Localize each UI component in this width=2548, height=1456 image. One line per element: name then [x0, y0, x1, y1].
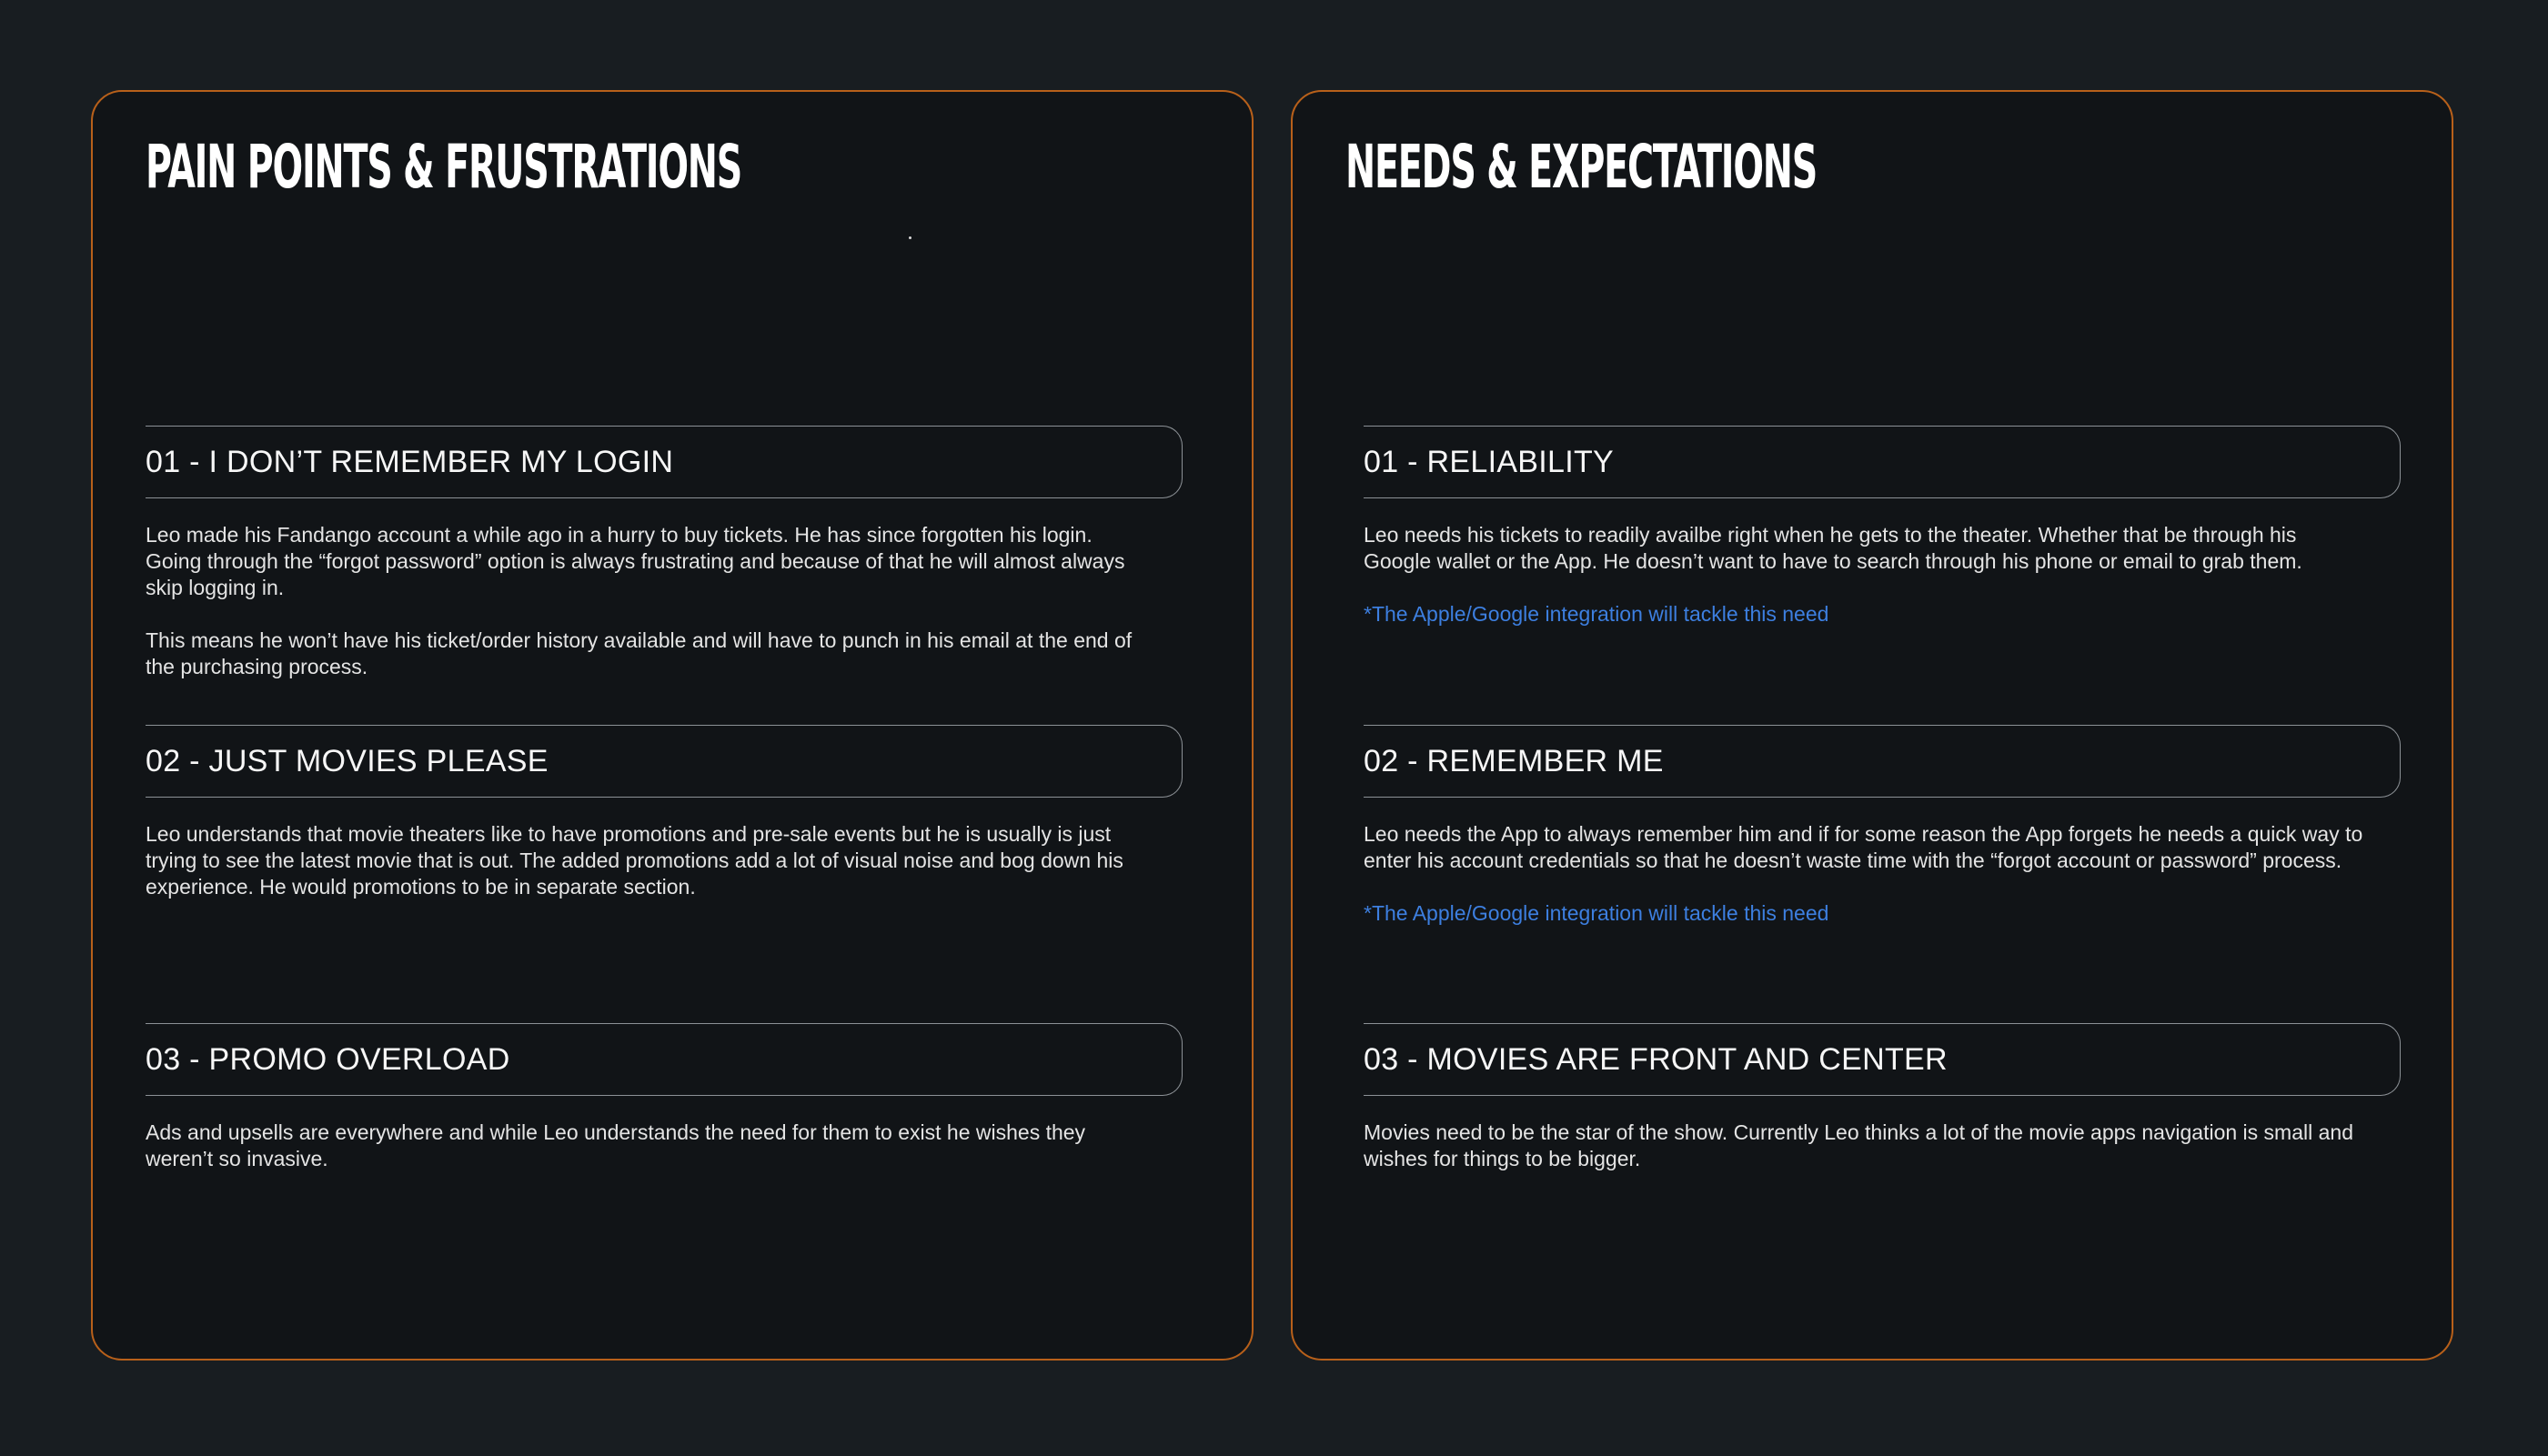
need-3 — [1364, 1023, 2401, 1172]
paragraph: Leo understands that movie theaters like to have promotions and pre-sale events but he is usually is just trying to see the latest movie that is out. The added promotions add a lot of visual noise and bog down his experience. He would promotions to be in separate section. — [146, 822, 1123, 899]
section-header — [146, 725, 1183, 798]
needs-panel — [1291, 90, 2453, 1361]
pain-point-2 — [146, 725, 1183, 900]
paragraph: Leo needs his tickets to readily availbe right when he gets to the theater. Whether that be through his Google wallet or the App. He doesn’t want to have to search through his phone or email to grab them. — [1364, 523, 2302, 573]
section-header — [146, 426, 1183, 498]
need-2 — [1364, 725, 2401, 927]
section-body — [1364, 1120, 2364, 1172]
integration-note: *The Apple/Google integration will tackle this need — [1364, 602, 1829, 626]
pain-points-title: PAIN POINTS & FRUSTRATIONS — [146, 132, 742, 202]
integration-note: *The Apple/Google integration will tackle this need — [1364, 901, 1829, 925]
paragraph: Movies need to be the star of the show. Currently Leo thinks a lot of the movie apps navigation is small and wishes for things to be bigger. — [1364, 1120, 2353, 1170]
section-title: 02 - JUST MOVIES PLEASE — [146, 743, 549, 778]
section-title: 01 - RELIABILITY — [1364, 444, 1615, 479]
section-body — [1364, 522, 2364, 628]
pain-points-panel — [91, 90, 1254, 1361]
section-title: 01 - I DON’T REMEMBER MY LOGIN — [146, 444, 674, 479]
section-title: 03 - MOVIES ARE FRONT AND CENTER — [1364, 1041, 1948, 1077]
section-body — [146, 1120, 1146, 1172]
section-title: 02 - REMEMBER ME — [1364, 743, 1664, 778]
section-body — [146, 522, 1146, 680]
needs-title: NEEDS & EXPECTATIONS — [1345, 132, 1818, 202]
section-header — [1364, 426, 2401, 498]
section-header — [146, 1023, 1183, 1096]
paragraph: Leo needs the App to always remember him and if for some reason the App forgets he needs a quick way to enter his account credentials so that he doesn’t waste time with the “forgot account or password” process. — [1364, 822, 2363, 872]
pain-point-3 — [146, 1023, 1183, 1172]
section-title: 03 - PROMO OVERLOAD — [146, 1041, 510, 1077]
section-header — [1364, 725, 2401, 798]
section-header — [1364, 1023, 2401, 1096]
paragraph: Ads and upsells are everywhere and while Leo understands the need for them to exist he wishes they weren’t so invasive. — [146, 1120, 1086, 1170]
paragraph: Leo made his Fandango account a while ago in a hurry to buy tickets. He has since forgotten his login. Going through the “forgot password” option is always frustrating and because of that he will almost always skip logging in. — [146, 523, 1125, 599]
paragraph: This means he won’t have his ticket/order history available and will have to punch in his email at the end of the purchasing process. — [146, 628, 1133, 678]
need-1 — [1364, 426, 2401, 628]
stray-dot — [909, 236, 911, 239]
pain-point-1 — [146, 426, 1183, 680]
section-body — [1364, 821, 2364, 927]
section-body — [146, 821, 1146, 900]
